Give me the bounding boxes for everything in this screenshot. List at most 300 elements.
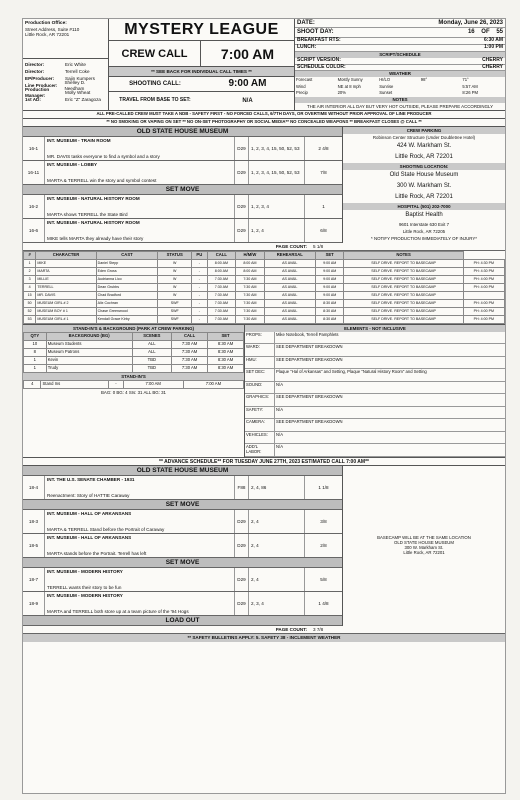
- background-cell: ALL: [132, 340, 172, 348]
- cast-cell: 7:30 AM: [207, 315, 236, 323]
- cast-cell: 1: [24, 259, 36, 267]
- cast-cell: Dean Grubbs: [96, 283, 158, 291]
- cast-cell: AS AVAIL: [264, 307, 315, 315]
- scene-pages: 2/8: [320, 542, 327, 548]
- shooting-call-label: SHOOTING CALL:: [129, 80, 181, 87]
- header: [23, 19, 505, 111]
- department-row: [245, 444, 505, 457]
- lunch-label: LUNCH:: [297, 43, 317, 50]
- background-cell: 8:30 AM: [208, 348, 244, 356]
- background-cell: 10: [24, 340, 47, 348]
- scene-cast: 2, 3, 4: [249, 592, 305, 615]
- scene-pages: 1 4/8: [318, 600, 329, 606]
- staff-name: Eric "Z" Zaragoza: [65, 96, 101, 102]
- set-move-band: SET MOVE: [23, 500, 342, 510]
- cast-cell: TERRELL: [36, 283, 96, 291]
- department-list: [245, 332, 505, 457]
- cast-cell: 9:00 AM: [315, 291, 344, 299]
- staff-role: Director:: [25, 61, 45, 67]
- cast-cell: 8:30 AM: [315, 307, 344, 315]
- cast-cell: MARTA: [36, 267, 96, 275]
- background-cell: 7:30 AM: [172, 348, 208, 356]
- table-row: [24, 267, 505, 275]
- staff-name: Sajin Kumpers: [65, 75, 95, 81]
- cast-cell: Kendall Grace Kirby: [96, 315, 158, 323]
- cast-cell: Audrianna Lico: [96, 275, 158, 283]
- cast-cell: SWF: [158, 315, 192, 323]
- cast-header: #: [24, 251, 36, 259]
- cast-cell: AS AVAIL: [264, 283, 315, 291]
- date-value: Monday, June 26, 2023: [438, 19, 503, 26]
- cast-cell: 2: [24, 267, 36, 275]
- weather-cell: 20%: [337, 90, 346, 96]
- cast-cell: 52: [24, 307, 36, 315]
- background-cell: 7:30 AM: [172, 356, 208, 364]
- hospital-line-1: Baptist Health: [405, 211, 443, 218]
- scene-row: [23, 219, 342, 243]
- scene-day-night: D29: [235, 592, 249, 615]
- cast-cell: 9:00 AM: [315, 275, 344, 283]
- scene-pages: 7/8: [320, 169, 327, 175]
- scene-description: [45, 568, 235, 591]
- scene-number: 18-3: [23, 510, 45, 533]
- cast-cell: -: [192, 291, 208, 299]
- cast-header: SET: [315, 251, 344, 259]
- weather-cell: Forecast: [296, 77, 313, 83]
- breakfast-value: 6:30 AM: [484, 36, 503, 43]
- crew-call-label: CREW CALL: [109, 41, 201, 66]
- department-row: [245, 344, 505, 357]
- header-left: [23, 19, 109, 110]
- standins-cell: 7:00 AM: [123, 380, 183, 388]
- department-value: N/A: [276, 381, 283, 387]
- scene-row: [23, 592, 342, 616]
- standins-cell: 7:00 AM: [183, 380, 243, 388]
- department-value: Plaque "Hal of Arkansas" and Setting, Plaque "Natural History Room" and Setting: [276, 369, 427, 375]
- cast-cell: PH: 4:00 PM: [463, 283, 504, 291]
- standins-table: [23, 380, 244, 389]
- scene-heading: INT. MUSEUM - HALL OF ARKANSANS: [47, 534, 132, 540]
- table-row: [24, 275, 505, 283]
- office-address-2: Little Rock, AR 72201: [25, 31, 70, 37]
- cast-cell: MUSEUM BOY # 1: [36, 307, 96, 315]
- weather-cell: HI/LO: [379, 77, 391, 83]
- cast-cell: 7:30 AM: [236, 283, 265, 291]
- hospital-line-2: 9601 Interstate 630 Exit 7: [398, 221, 450, 227]
- cast-cell: 7:30 AM: [236, 299, 265, 307]
- background-cell: Museum Patrons: [46, 348, 132, 356]
- cast-cell: -: [192, 283, 208, 291]
- scene-day-night: D29: [235, 568, 249, 591]
- department-name: PROPS:: [245, 332, 275, 344]
- cast-cell: -: [192, 315, 208, 323]
- cast-cell: 7:30 AM: [207, 299, 236, 307]
- background-cell: Trudy: [46, 364, 132, 372]
- advance-page-count-row: [23, 626, 505, 634]
- cast-cell: PH: 4:00 PM: [463, 299, 504, 307]
- scene-number: 16-6: [23, 219, 45, 242]
- cast-header: PU: [192, 251, 208, 259]
- schedule-color-row: [295, 65, 505, 72]
- cast-cell: SELF DRIVE. REPORT TO BASECAMP: [344, 267, 463, 275]
- scene-description: [45, 195, 235, 218]
- schedule-color-label: SCHEDULE COLOR:: [297, 63, 346, 70]
- crew-parking-line-3: Little Rock, AR 72201: [395, 153, 453, 160]
- scene-pages: 6/8: [320, 227, 327, 233]
- rules-notice: ** NO SMOKING OR VAPING ON SET ** NO ON-SET PHOTOGRAPHY OR SOCIAL MEDIA** NO CONCEALED WEAPONS ** BREAKFAST CLOSES @ CALL **: [23, 119, 505, 127]
- background-cell: ALL: [132, 348, 172, 356]
- background-cell: 8:30 AM: [208, 364, 244, 372]
- background-cell: TBD: [132, 356, 172, 364]
- department-value: N/A: [276, 444, 283, 450]
- cast-cell: PH: 4:30 PM: [463, 267, 504, 275]
- background-cell: 1: [24, 356, 47, 364]
- travel-label: TRAVEL FROM BASE TO SET:: [119, 97, 191, 104]
- scene-pages: 3/8: [320, 518, 327, 524]
- shoot-day-total: 55: [496, 29, 503, 36]
- cast-cell: 7:30 AM: [236, 315, 265, 323]
- scene-synopsis: Reenactment: Story of HATTIE Caraway: [47, 492, 130, 498]
- cast-cell: 8:30 AM: [315, 315, 344, 323]
- background-cell: 7:30 AM: [172, 364, 208, 372]
- cast-cell: 9:00 AM: [315, 259, 344, 267]
- scene-row: [23, 137, 342, 161]
- cast-cell: W: [158, 275, 192, 283]
- weather-cell: Sunset: [379, 90, 393, 96]
- scene-day-night: D29: [235, 195, 249, 218]
- scene-synopsis: MARTA and TERRELL both store up at a team picture of the '94 Hogs: [47, 608, 189, 614]
- cast-header-row: [24, 251, 505, 259]
- staff-role: EP/Producer:: [25, 75, 55, 81]
- cast-cell: 7:30 AM: [207, 307, 236, 315]
- page-title: MYSTERY LEAGUE: [109, 19, 294, 41]
- cast-header: CAST: [96, 251, 158, 259]
- cast-cell: AS AVAIL: [264, 315, 315, 323]
- page-count-label: PAGE COUNT:: [275, 243, 307, 249]
- cast-cell: MUSEUM GIRL # 1: [36, 315, 96, 323]
- cast-cell: -: [192, 275, 208, 283]
- shoot-day-of: OF: [481, 29, 490, 36]
- office-address-1: Street Address, Suite #110: [25, 26, 80, 32]
- background-section-label: STAND-IN'S & BACKGROUND (PARK AT CREW PARKING): [23, 325, 244, 332]
- staff-row: [25, 96, 106, 103]
- department-value: SEE DEPARTMENT BREAKDOWN: [276, 419, 343, 425]
- scene-pages: 2 4/8: [318, 145, 329, 151]
- scene-pages: 1 1/8: [318, 484, 329, 490]
- elements-label: ELEMENTS - NOT INCLUSIVE: [245, 325, 505, 332]
- lunch-row: [295, 45, 505, 52]
- cast-cell: Alix Cochran: [96, 299, 158, 307]
- location-panel: [343, 127, 505, 243]
- scene-number: 16-1: [23, 137, 45, 160]
- cast-cell: MILLIE: [36, 275, 96, 283]
- date-label: DATE:: [297, 19, 315, 26]
- staff-row: [25, 61, 106, 68]
- travel-row: [109, 92, 294, 110]
- shooting-call-row: [109, 77, 294, 92]
- weather-cell: Precip: [296, 90, 308, 96]
- page-count-row: [23, 243, 505, 251]
- table-row: [24, 315, 505, 323]
- department-row: [245, 407, 505, 420]
- table-row: [24, 283, 505, 291]
- department-name: SAFETY:: [245, 407, 275, 419]
- weather-cell: 5:57 AM: [462, 83, 478, 89]
- advance-note-2: OLD STATE HOUSE MUSEUM: [393, 539, 454, 545]
- cast-cell: Chase Greenwood: [96, 307, 158, 315]
- scene-day-night: D29: [235, 510, 249, 533]
- scene-day-night: F88: [235, 476, 249, 499]
- scene-day-night: D29: [235, 161, 249, 184]
- standins-cell: 4: [24, 380, 41, 388]
- cast-cell: SELF DRIVE. REPORT TO BASECAMP: [344, 259, 463, 267]
- cast-cell: PH: 4:00 PM: [463, 307, 504, 315]
- scene-cast: 2, 4: [249, 510, 305, 533]
- safety-bulletins: ** SAFETY BULLETINS APPLY: 5. SAFETY 38 - INCLEMENT WEATHER: [23, 634, 505, 642]
- scene-heading: INT. MUSEUM - HALL OF ARKANSANS: [47, 510, 132, 516]
- scene-description: [45, 219, 235, 242]
- scene-description: [45, 510, 235, 533]
- scene-number: 16-11: [23, 161, 45, 184]
- background-cell: Kevin: [46, 356, 132, 364]
- scene-description: [45, 592, 235, 615]
- staff-role: 1st AD:: [25, 96, 41, 102]
- crew-call-time: 7:00 AM: [220, 46, 275, 62]
- staff-role: Director:: [25, 68, 45, 74]
- scene-row: [23, 534, 342, 558]
- see-back-note: ** SEE BACK FOR INDIVIDUAL CALL TIMES **: [109, 67, 294, 77]
- table-row: [24, 299, 505, 307]
- weather-band: WEATHER: [295, 71, 505, 77]
- scene-synopsis: MIKE tells MARTA they already have their story: [47, 235, 144, 241]
- cast-cell: AS AVAIL: [264, 259, 315, 267]
- set-move-band: LOAD OUT: [23, 616, 342, 626]
- cast-cell: 7:30 AM: [207, 283, 236, 291]
- shooting-location-label: SHOOTING LOCATION:: [343, 163, 505, 170]
- department-name: VEHICLES:: [245, 432, 275, 444]
- cast-cell: 50: [24, 299, 36, 307]
- table-row: [24, 307, 505, 315]
- cast-cell: 4: [24, 283, 36, 291]
- background-header: SET: [208, 332, 244, 340]
- weather-table: [295, 77, 505, 97]
- cast-cell: W: [158, 259, 192, 267]
- background-header: SCENES: [132, 332, 172, 340]
- staff-name: Eric White: [65, 61, 86, 67]
- cast-cell: SELF DRIVE. REPORT TO BASECAMP: [344, 291, 463, 299]
- cast-cell: -: [192, 267, 208, 275]
- cast-cell: 3: [24, 275, 36, 283]
- weather-cell: 8:26 PM: [462, 90, 478, 96]
- staff-list: [23, 59, 108, 105]
- cast-cell: PH: 4:00 PM: [463, 275, 504, 283]
- scene-heading: INT. THE U.S. SENATE CHAMBER - 1931: [47, 476, 135, 482]
- breakfast-row: [295, 38, 505, 45]
- schedule-color-value: CHERRY: [482, 63, 503, 70]
- scene-description: [45, 476, 235, 499]
- scene-synopsis: MARTA & TERRELL Stand before the Portrait of Caraway: [47, 526, 165, 532]
- advance-note-3: 300 W. Markham St.: [404, 544, 444, 550]
- scene-pages: 5/8: [320, 576, 327, 582]
- department-value: SEE DEPARTMENT BREAKDOWN: [276, 356, 343, 362]
- department-value: N/A: [276, 431, 283, 437]
- department-row: [245, 432, 505, 445]
- standins-row: [24, 380, 244, 388]
- scene-heading: INT. MUSEUM - MODERN HISTORY: [47, 592, 123, 598]
- weather-cell: NE at 8 mph: [337, 83, 361, 89]
- scene-row: [23, 195, 342, 219]
- page-count-value: 5 1/8: [313, 243, 324, 249]
- cast-cell: Daniel Stepp: [96, 259, 158, 267]
- hospital-note: * NOTIFY PRODUCTION IMMEDIATELY OF INJURY*: [371, 236, 477, 242]
- schedule-section: [23, 127, 505, 243]
- call-sheet: [22, 18, 506, 794]
- cast-cell: 8:00 AM: [236, 259, 265, 267]
- crew-parking-line-2: 424 W. Markham St.: [396, 142, 452, 149]
- table-row: [24, 340, 244, 348]
- shooting-location-line-2: 300 W. Markham St.: [396, 182, 452, 189]
- hospital-line-3: Little Rock, AR 72205: [402, 229, 446, 234]
- cast-cell: 53: [24, 315, 36, 323]
- department-row: [245, 357, 505, 370]
- background-cell: 8:30 AM: [208, 340, 244, 348]
- lunch-value: 1:00 PM: [484, 43, 503, 50]
- scene-cast: 2, 4: [249, 568, 305, 591]
- shooting-location-line-3: Little Rock, AR 72201: [395, 193, 453, 200]
- scene-heading: INT. MUSEUM - MODERN HISTORY: [47, 568, 123, 574]
- header-middle: [109, 19, 295, 110]
- cast-cell: MIKE: [36, 259, 96, 267]
- scene-day-night: D29: [235, 137, 249, 160]
- scene-row: [23, 568, 342, 592]
- cast-cell: 15: [24, 291, 36, 299]
- staff-name: Shelley D. Needham: [64, 80, 86, 91]
- weather-cell: Sunrise: [379, 83, 394, 89]
- cast-cell: SWF: [158, 307, 192, 315]
- cast-cell: W: [158, 267, 192, 275]
- cast-cell: -: [192, 307, 208, 315]
- scene-cast: 1, 2, 3, 4, 15, 50, 52, 53: [249, 137, 305, 160]
- background-header: QTY: [24, 332, 47, 340]
- cast-cell: MUSEUM GIRL # 2: [36, 299, 96, 307]
- advance-scene-list: [23, 466, 343, 626]
- cast-header: H/M/W: [236, 251, 265, 259]
- background-table: [23, 332, 244, 373]
- background-panel: [23, 325, 245, 457]
- scene-heading: INT. MUSEUM - NATURAL HISTORY ROOM: [47, 219, 140, 225]
- scene-row: [23, 161, 342, 185]
- scene-synopsis: MARTA stands before the Portrait. Terrell has left: [47, 550, 147, 556]
- scene-number: 16-2: [23, 195, 45, 218]
- cast-cell: SELF DRIVE. REPORT TO BASECAMP: [344, 275, 463, 283]
- department-row: [245, 332, 505, 345]
- cast-cell: 8:30 AM: [315, 299, 344, 307]
- department-name: GRAPHICS:: [245, 394, 275, 406]
- table-row: [24, 356, 244, 364]
- weather-cell: Mostly Sunny: [337, 77, 363, 83]
- staff-name: Terrell Coke: [65, 68, 90, 74]
- weather-cell: Wind: [296, 83, 306, 89]
- cast-header: CHARACTER: [36, 251, 96, 259]
- background-cell: 8: [24, 348, 47, 356]
- department-row: [245, 394, 505, 407]
- cast-cell: 8:00 AM: [207, 259, 236, 267]
- weather-cell: 71°: [462, 77, 469, 83]
- scene-cast: 2, 4: [249, 534, 305, 557]
- cast-cell: 8:00 AM: [207, 267, 236, 275]
- cast-cell: 9:00 AM: [315, 283, 344, 291]
- cast-cell: W: [158, 283, 192, 291]
- cast-cell: MR. DAVIS: [36, 291, 96, 299]
- table-row: [24, 259, 505, 267]
- scene-description: [45, 137, 235, 160]
- cast-cell: W: [158, 291, 192, 299]
- cast-body: [24, 259, 505, 323]
- cast-cell: PH: 4:00 PM: [463, 315, 504, 323]
- advance-page-count-label: PAGE COUNT:: [275, 626, 307, 632]
- cast-header: NOTES: [344, 251, 463, 259]
- staff-role: Line Producer:: [25, 82, 58, 88]
- advance-schedule-label: ** ADVANCE SCHEDULE** FOR TUESDAY JUNE 27TH, 2023 ESTIMATED CALL 7:00 AM**: [23, 457, 505, 466]
- staff-name: Molly Wheat: [65, 89, 91, 95]
- cast-cell: -: [192, 259, 208, 267]
- background-body: [24, 340, 244, 372]
- department-name: ADD'L LABOR:: [245, 444, 275, 456]
- background-totals: BAG: 0 BG: 4 SIs: 31 ALL BG: 31: [101, 389, 166, 395]
- cast-cell: 7:30 AM: [236, 291, 265, 299]
- cast-cell: 7:30 AM: [236, 275, 265, 283]
- cast-cell: 7:30 AM: [236, 307, 265, 315]
- table-row: [24, 364, 244, 372]
- cast-cell: Chad Bradford: [96, 291, 158, 299]
- scene-cast: 1, 2, 4: [249, 219, 305, 242]
- standins-label: STAND-IN'S: [23, 373, 244, 380]
- background-cell: 1: [24, 364, 47, 372]
- scene-synopsis: TERRELL wants their story to be fun: [47, 584, 122, 590]
- scene-synopsis: MR. DAVIS tasks everyone to find a symbol and a story: [47, 153, 160, 159]
- background-cell: 8:30 AM: [208, 356, 244, 364]
- script-version-value: CHERRY: [482, 56, 503, 63]
- shoot-day-num: 16: [467, 29, 475, 36]
- department-value: SEE DEPARTMENT BREAKDOWN: [276, 344, 343, 350]
- scene-day-night: D29: [235, 219, 249, 242]
- cast-cell: 8:00 AM: [236, 267, 265, 275]
- cast-cell: SELF DRIVE. REPORT TO BASECAMP: [344, 283, 463, 291]
- department-name: HMU:: [245, 357, 275, 369]
- scene-synopsis: MARTA & TERRELL win the story and symbol contest: [47, 177, 157, 183]
- cast-cell: SWF: [158, 299, 192, 307]
- cast-cell: AS AVAIL: [264, 267, 315, 275]
- notes-text: THE AIR INTERIOR ALL DAY BUT VERY HOT OUTSIDE, PLEASE PREPARE ACCORDINGLY: [306, 103, 494, 109]
- notes-band: NOTES: [295, 97, 505, 103]
- background-cell: TBD: [132, 364, 172, 372]
- cast-cell: SELF DRIVE. REPORT TO BASECAMP: [344, 307, 463, 315]
- cast-cell: SELF DRIVE. REPORT TO BASECAMP: [344, 315, 463, 323]
- weather-row: [295, 77, 505, 84]
- production-office-label: Production Office:: [25, 21, 67, 26]
- scene-heading: INT. MUSEUM - LOBBY: [47, 161, 98, 167]
- cast-cell: AS AVAIL: [264, 275, 315, 283]
- crew-call-row: [109, 41, 294, 67]
- scene-number: 18-7: [23, 568, 45, 591]
- background-header: BACKGROUND (BG): [46, 332, 132, 340]
- table-row: [24, 348, 244, 356]
- hospital-label: HOSPITAL (501) 202-7000: [343, 203, 505, 210]
- background-header-row: [24, 332, 244, 340]
- advance-note-1: BASECAMP WILL BE AT THE SAME LOCATION: [377, 535, 471, 540]
- advance-side-note: [343, 466, 505, 626]
- department-row: [245, 382, 505, 395]
